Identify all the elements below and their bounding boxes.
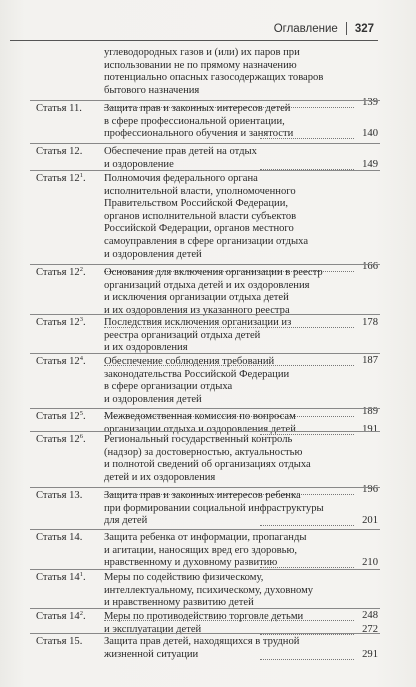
article-label [36, 356, 86, 369]
article-label [36, 146, 82, 159]
entry-divider [30, 264, 380, 265]
entry-divider [30, 314, 380, 315]
article-label [36, 572, 86, 585]
article-title: Последствия исключения организации из реестра организаций отдыха детей и их оздоровления [104, 317, 292, 354]
entry-divider [30, 431, 380, 432]
article-label-text: Статья 12 [36, 173, 80, 184]
article-label-text: Статья 13. [36, 490, 83, 501]
article-title: Меры по противодействию торговле детьми и эксплуатации детей [104, 611, 304, 635]
article-label-text: Статья 11. [36, 103, 82, 114]
article-superscript: 4 [79, 355, 83, 362]
article-superscript: 2 [79, 610, 83, 617]
page-number: 327 [354, 22, 374, 35]
article-label-text: Статья 12 [36, 317, 80, 328]
page-ref: 139 [362, 97, 378, 109]
article-title: Основания для включения организации в реестр организаций отдыха детей и их оздоровления и исключения организации отдыха детей и их оздоровления из указанного реестра [104, 267, 323, 316]
label-period: . [82, 434, 86, 445]
article-label-text: Статья 15. [36, 636, 83, 647]
entry-divider [30, 408, 380, 409]
running-header [274, 22, 374, 35]
entry-divider [30, 143, 380, 144]
article-superscript: 1 [79, 172, 83, 179]
entry-divider [30, 569, 380, 570]
article-label-text: Статья 14 [36, 572, 80, 583]
page-ref: 178 [362, 317, 378, 329]
article-title: углеводородных газов и (или) их паров при использовании не по прямому назначению потенциально опасных газосодержащих товаров бытового назначения [104, 47, 324, 96]
article-label [36, 490, 82, 503]
article-label [36, 636, 82, 649]
article-title: Полномочия федерального органа исполнительной власти, уполномоченного Правительством Российской Федерации, органов исполнительной власти субъектов Российской Федерации, органов местного самоуправления в сфере организации отдыха и оздоровления детей [104, 173, 309, 260]
article-label [36, 267, 86, 280]
entry-divider [30, 633, 380, 634]
label-period: . [82, 572, 86, 583]
page-ref: 272 [362, 623, 378, 635]
article-title: Защита прав и законных интересов детей в сфере профессиональной ориентации, профессионального обучения и занятости [104, 103, 294, 140]
article-title: Меры по содействию физическому, интеллектуальному, психическому, духовному и нравственному развитию детей [104, 572, 314, 609]
dot-leader [260, 659, 354, 660]
article-label [36, 532, 82, 545]
dot-leader [260, 138, 354, 139]
entry-divider [30, 353, 380, 354]
article-label-text: Статья 12 [36, 434, 80, 445]
entry-divider [30, 529, 380, 530]
article-label [36, 317, 86, 330]
article-superscript: 2 [79, 266, 83, 273]
article-title: Защита прав и законных интересов ребенка при формировании социальной инфраструктуры для детей [104, 490, 324, 527]
article-title: Обеспечение соблюдения требований законодательства Российской Федерации в сфере организации отдыха и оздоровления детей [104, 356, 290, 405]
header-separator [346, 22, 347, 35]
entry-divider [30, 487, 380, 488]
article-title: Региональный государственный контроль (надзор) за достоверностью, актуальностью и полнотой сведений об организациях отдыха детей и их оздоровления [104, 434, 311, 483]
label-period: . [82, 411, 86, 422]
page-ref: 210 [362, 557, 378, 569]
page-ref: 140 [362, 128, 378, 140]
article-label-text: Статья 12 [36, 356, 80, 367]
article-label-text: Статья 12. [36, 146, 83, 157]
entry-divider [30, 170, 380, 171]
article-superscript: 3 [79, 316, 83, 323]
article-superscript: 1 [79, 571, 83, 578]
label-period: . [82, 317, 86, 328]
header-rule [10, 40, 378, 41]
article-title: Защита ребенка от информации, пропаганды и агитации, наносящих вред его здоровью, нравственному и духовному развитию [104, 532, 307, 569]
page-ref: 189 [362, 406, 378, 418]
article-label-text: Статья 12 [36, 267, 80, 278]
section-title: Оглавление [273, 22, 338, 35]
page-ref: 291 [362, 648, 378, 660]
article-label [36, 173, 86, 186]
article-label-text: Статья 14. [36, 532, 83, 543]
article-superscript: 6 [79, 433, 83, 440]
page-ref: 166 [362, 261, 378, 273]
label-period: . [82, 611, 86, 622]
article-label [36, 611, 86, 624]
entry-divider [30, 100, 380, 101]
label-period: . [82, 267, 86, 278]
label-period: . [82, 356, 86, 367]
entry-divider [30, 608, 380, 609]
article-superscript: 5 [79, 410, 83, 417]
article-title: Обеспечение прав детей на отдых и оздоровление [104, 146, 257, 170]
article-label [36, 103, 82, 116]
page-ref: 248 [362, 609, 378, 621]
page-ref: 196 [362, 484, 378, 496]
label-period: . [82, 173, 86, 184]
dot-leader [260, 525, 354, 526]
page-ref: 187 [362, 354, 378, 366]
article-title: Межведомственная комиссия по вопросам организации отдыха и оздоровления детей [104, 411, 296, 435]
page-ref: 201 [362, 515, 378, 527]
page-ref: 149 [362, 158, 378, 170]
article-title: Защита прав детей, находящихся в трудной жизненной ситуации [104, 636, 300, 660]
page-ref: 191 [362, 423, 378, 435]
article-label-text: Статья 14 [36, 611, 80, 622]
article-label-text: Статья 12 [36, 411, 80, 422]
article-label [36, 411, 86, 424]
article-label [36, 434, 86, 447]
